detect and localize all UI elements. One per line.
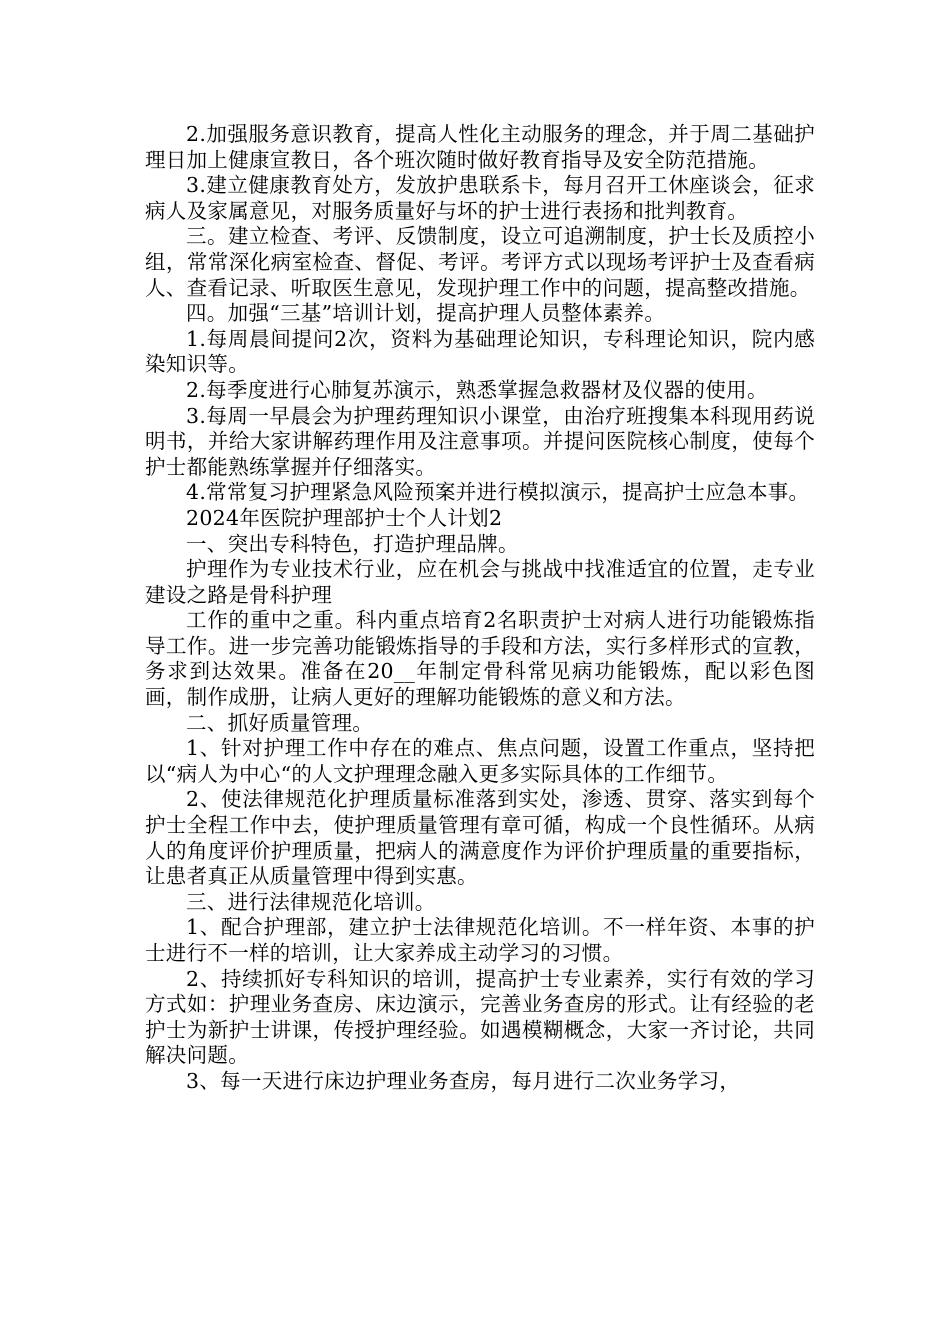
paragraph: 1、配合护理部，建立护士法律规范化培训。不一样年资、本事的护士进行不一样的培训，让大家养成主动学习的习惯。 xyxy=(145,915,815,965)
paragraph: 3.每周一早晨会为护理药理知识小课堂，由治疗班搜集本科现用药说明书，并给大家讲解药理作用及注意事项。并提问医院核心制度，使每个护士都能熟练掌握并仔细落实。 xyxy=(145,403,815,479)
paragraph: 2、使法律规范化护理质量标准落到实处，渗透、贯穿、落实到每个护士全程工作中去，使护理质量管理有章可循，构成一个良性循环。从病人的角度评价护理质量，把病人的满意度作为评价护理质量的重要指标，让患者真正从质量管理中得到实惠。 xyxy=(145,787,815,889)
section-heading: 三、进行法律规范化培训。 xyxy=(186,889,436,914)
section-heading: 二、抓好质量管理。 xyxy=(186,710,374,735)
paragraph: 2.加强服务意识教育，提高人性化主动服务的理念，并于周二基础护理日加上健康宣教日，各个班次随时做好教育指导及安全防范措施。 xyxy=(145,122,815,172)
paragraph: 1.每周晨间提问2次，资料为基础理论知识，专科理论知识，院内感染知识等。 xyxy=(145,326,815,377)
paragraph: 4.常常复习护理紧急风险预案并进行模拟演示，提高护士应急本事。 xyxy=(186,480,810,505)
paragraph: 工作的重中之重。科内重点培育2名职责护士对病人进行功能锻炼指导工作。进一步完善功能锻炼指导的手段和方法，实行多样形式的宣教，务求到达效果。准备在20__年制定骨科常见病功能锻炼，配以彩色图画，制作成册，让病人更好的理解功能锻炼的意义和方法。 xyxy=(145,608,815,710)
section-heading: 一、突出专科特色，打造护理品牌。 xyxy=(186,531,519,556)
paragraph: 2、持续抓好专科知识的培训，提高护士专业素养，实行有效的学习方式如：护理业务查房、床边演示，完善业务查房的形式。让有经验的老护士为新护士讲课，传授护理经验。如遇模糊概念，大家一齐讨论，共同解决问题。 xyxy=(145,966,815,1068)
paragraph: 三。建立检查、考评、反馈制度，设立可追溯制度，护士长及质控小组，常常深化病室检查、督促、考评。考评方式以现场考评护士及查看病人、查看记录、听取医生意见，发现护理工作中的问题，提高整改措施。 xyxy=(145,224,815,300)
document-body xyxy=(145,122,815,1095)
paragraph: 3.建立健康教育处方，发放护患联系卡，每月召开工休座谈会，征求病人及家属意见，对服务质量好与坏的护士进行表扬和批判教育。 xyxy=(145,173,815,223)
document-title: 2024年医院护理部护士个人计划2 xyxy=(186,505,503,530)
paragraph: 1、针对护理工作中存在的难点、焦点问题，设置工作重点，坚持把以“病人为中心“的人文护理理念融入更多实际具体的工作细节。 xyxy=(145,736,815,786)
paragraph: 护理作为专业技术行业，应在机会与挑战中找准适宜的位置，走专业建设之路是骨科护理 xyxy=(145,557,815,607)
paragraph: 2.每季度进行心肺复苏演示，熟悉掌握急救器材及仪器的使用。 xyxy=(186,377,768,402)
paragraph: 3、每一天进行床边护理业务查房，每月进行二次业务学习， xyxy=(186,1068,741,1093)
section-heading: 四。加强“三基”培训计划，提高护理人员整体素养。 xyxy=(186,301,666,326)
